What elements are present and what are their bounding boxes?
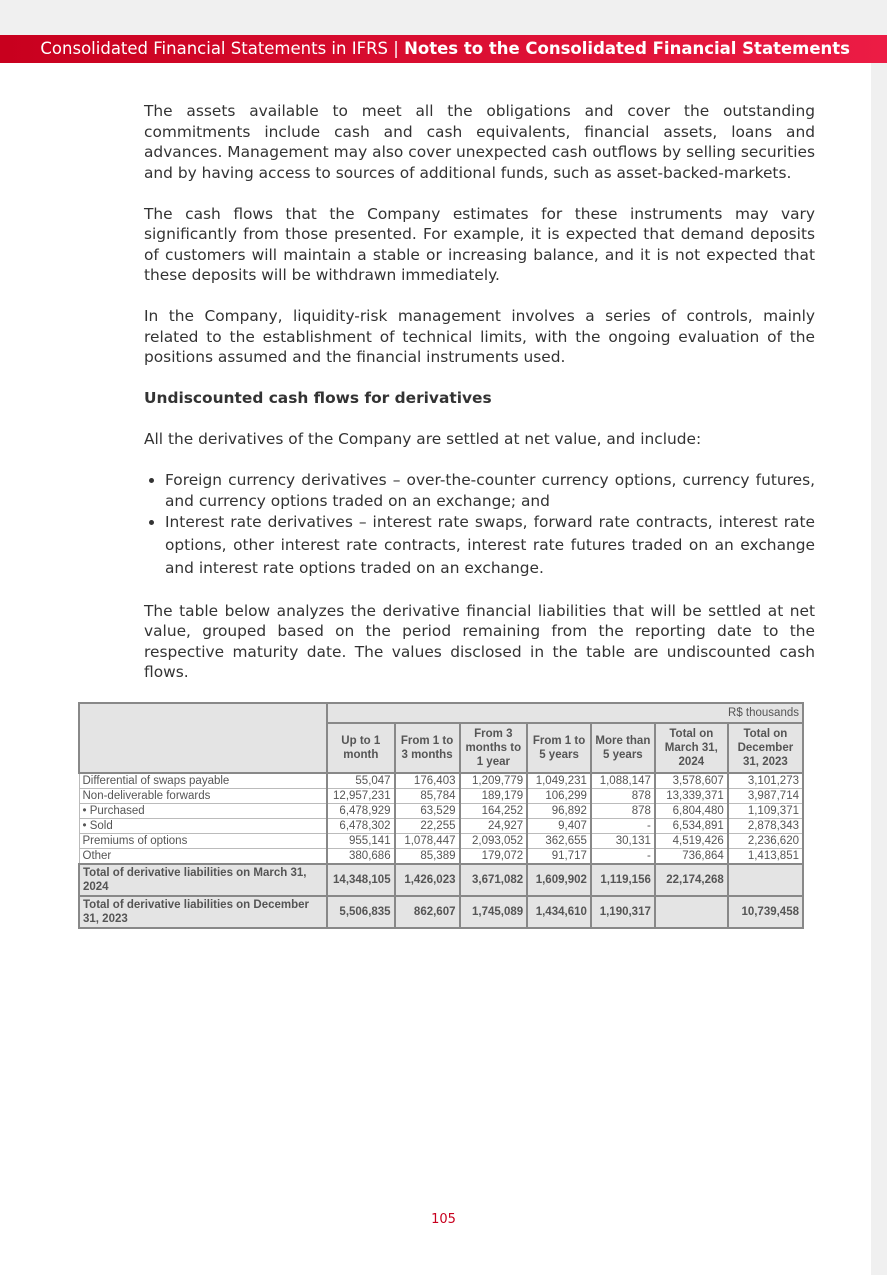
value-cell: 30,131 [591, 834, 655, 849]
value-cell: 189,179 [460, 789, 528, 804]
value-cell: 1,609,902 [527, 864, 591, 896]
value-cell: 736,864 [655, 849, 728, 865]
row-label: • Purchased [79, 804, 327, 819]
value-cell: 3,578,607 [655, 773, 728, 789]
derivatives-table [78, 702, 804, 929]
value-cell: 12,957,231 [327, 789, 395, 804]
table-row [79, 804, 803, 819]
value-cell: 6,478,929 [327, 804, 395, 819]
body-text [144, 101, 815, 703]
header-separator: | [388, 39, 405, 58]
value-cell: 1,119,156 [591, 864, 655, 896]
value-cell: 2,878,343 [728, 819, 803, 834]
paragraph: The assets available to meet all the obligations and cover the outstanding commitments include cash and cash equivalents, financial assets, loans and advances. Management may also cover unexpected cash outflows by selling securities and by having access to sources of additional funds, such as asset-backed-markets. [144, 102, 815, 182]
column-header: More than 5 years [591, 723, 655, 773]
column-header: Total on March 31, 2024 [655, 723, 728, 773]
intro-paragraph: All the derivatives of the Company are settled at net value, and include: [144, 430, 702, 448]
value-cell: 85,784 [395, 789, 460, 804]
value-cell: 1,190,317 [591, 896, 655, 928]
value-cell [728, 864, 803, 896]
row-label: Differential of swaps payable [79, 773, 327, 789]
value-cell: 3,671,082 [460, 864, 528, 896]
row-label: Total of derivative liabilities on December 31, 2023 [79, 896, 327, 928]
bullet-item: • Foreign currency derivatives – over-the-counter currency options, currency futures, and currency options traded on an exchange; and [165, 470, 815, 511]
page-number: 105 [431, 1212, 456, 1227]
value-cell: 1,745,089 [460, 896, 528, 928]
unit-label: R$ thousands [327, 703, 803, 723]
value-cell: 3,101,273 [728, 773, 803, 789]
column-header: From 1 to 5 years [527, 723, 591, 773]
value-cell: 6,478,302 [327, 819, 395, 834]
value-cell: 6,534,891 [655, 819, 728, 834]
table-intro: The table below analyzes the derivative financial liabilities that will be settled at net value, grouped based on the period remaining from the reporting date to the respective maturity date. The values disclosed in the table are undiscounted cash flows. [144, 601, 815, 681]
value-cell: - [591, 849, 655, 865]
paragraph: In the Company, liquidity-risk management involves a series of controls, mainly related to the establishment of technical limits, with the ongoing evaluation of the positions assumed and the financial instruments used. [144, 307, 815, 366]
value-cell: 380,686 [327, 849, 395, 865]
value-cell: 1,209,779 [460, 773, 528, 789]
value-cell: 106,299 [527, 789, 591, 804]
total-row [79, 896, 803, 928]
value-cell: 362,655 [527, 834, 591, 849]
value-cell: 1,078,447 [395, 834, 460, 849]
value-cell: 176,403 [395, 773, 460, 789]
value-cell: 3,987,714 [728, 789, 803, 804]
row-label: Other [79, 849, 327, 865]
value-cell: 24,927 [460, 819, 528, 834]
table-row [79, 819, 803, 834]
value-cell: 862,607 [395, 896, 460, 928]
column-header: Total on December 31, 2023 [728, 723, 803, 773]
value-cell: 179,072 [460, 849, 528, 865]
value-cell: 9,407 [527, 819, 591, 834]
column-header: From 3 months to 1 year [460, 723, 528, 773]
value-cell [655, 896, 728, 928]
header-section: Consolidated Financial Statements in IFRS [40, 39, 389, 58]
column-header: From 1 to 3 months [395, 723, 460, 773]
table-row [79, 773, 803, 789]
value-cell: 14,348,105 [327, 864, 395, 896]
value-cell: 13,339,371 [655, 789, 728, 804]
value-cell: 1,434,610 [527, 896, 591, 928]
value-cell: 1,413,851 [728, 849, 803, 865]
section-heading: Undiscounted cash flows for derivatives [144, 389, 492, 407]
value-cell: 1,109,371 [728, 804, 803, 819]
value-cell: 22,174,268 [655, 864, 728, 896]
bullet-item: • Interest rate derivatives – interest rate swaps, forward rate contracts, interest rate options, other interest rate contracts, interest rate futures traded on an exchange and interest rate options traded on an exchange. [165, 511, 815, 580]
header-band [0, 35, 887, 63]
value-cell: 6,804,480 [655, 804, 728, 819]
value-cell: 55,047 [327, 773, 395, 789]
table-row [79, 849, 803, 865]
row-label: • Sold [79, 819, 327, 834]
value-cell: 164,252 [460, 804, 528, 819]
table-row [79, 789, 803, 804]
header-subsection: Notes to the Consolidated Financial Statements [404, 39, 850, 58]
value-cell: 5,506,835 [327, 896, 395, 928]
total-row [79, 864, 803, 896]
value-cell: 85,389 [395, 849, 460, 865]
value-cell: 878 [591, 789, 655, 804]
bullet-list [144, 470, 815, 580]
value-cell: 1,426,023 [395, 864, 460, 896]
value-cell: 91,717 [527, 849, 591, 865]
value-cell: 878 [591, 804, 655, 819]
table-row [79, 834, 803, 849]
value-cell: 1,049,231 [527, 773, 591, 789]
value-cell: - [591, 819, 655, 834]
value-cell: 63,529 [395, 804, 460, 819]
column-header: Up to 1 month [327, 723, 395, 773]
value-cell: 955,141 [327, 834, 395, 849]
value-cell: 4,519,426 [655, 834, 728, 849]
value-cell: 1,088,147 [591, 773, 655, 789]
value-cell: 10,739,458 [728, 896, 803, 928]
value-cell: 2,236,620 [728, 834, 803, 849]
row-label: Non-deliverable forwards [79, 789, 327, 804]
paragraph: The cash flows that the Company estimates for these instruments may vary significantly from those presented. For example, it is expected that demand deposits of customers will maintain a stable or increasing balance, and it is not expected that these deposits will be withdrawn immediately. [144, 204, 815, 284]
value-cell: 22,255 [395, 819, 460, 834]
row-label: Total of derivative liabilities on March 31, 2024 [79, 864, 327, 896]
corner-cell [79, 703, 327, 773]
value-cell: 2,093,052 [460, 834, 528, 849]
row-label: Premiums of options [79, 834, 327, 849]
value-cell: 96,892 [527, 804, 591, 819]
